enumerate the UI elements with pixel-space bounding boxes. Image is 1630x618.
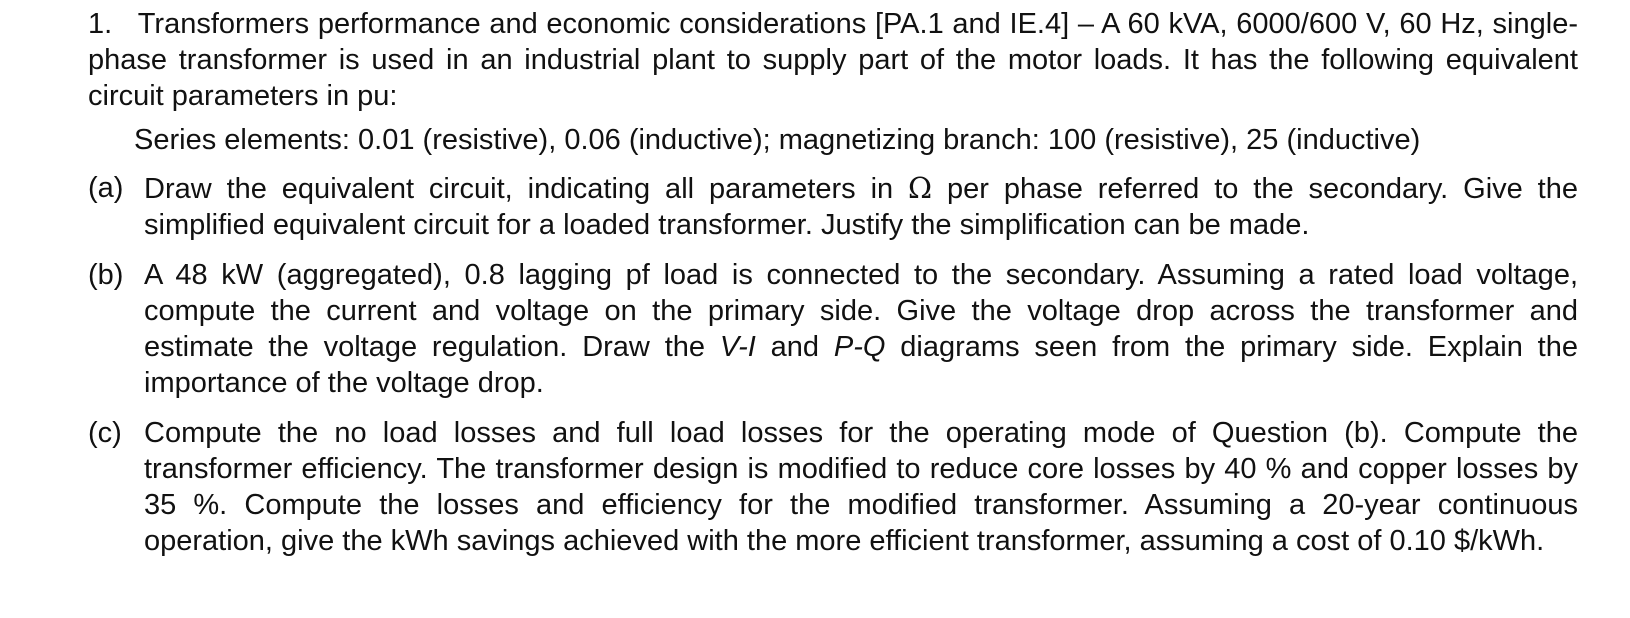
part-a-text	[144, 170, 1578, 243]
parameters-line: Series elements: 0.01 (resistive), 0.06 (inductive); magnetizing branch: 100 (resistive), 25 (inductive)	[134, 124, 1421, 156]
part-b-text-1: A 48 kW (aggregated), 0.8 lagging pf load is connected to the secondary. Assuming a rated load voltage, compute the current and voltage on the primary side. Give the voltage drop across the transformer and estimate the voltage regulation. Draw the	[144, 259, 1578, 363]
part-c-text: Compute the no load losses and full load losses for the operating mode of Question (b). Compute the transformer efficiency. The transformer design is modified to reduce core losses by 40 % and copper losses by 35 %. Compute the losses and efficiency for the modified transformer. Assuming a 20-year continuous operation, give the kWh savings achieved with the more efficient transformer, assuming a cost of 0.10 $/kWh.	[144, 417, 1578, 557]
question-intro-text: Transformers performance and economic considerations [PA.1 and IE.4] – A 60 kVA, 6000/600 V, 60 Hz, single-phase transformer is used in an industrial plant to supply part of the motor loads. It has the following equivalent circuit parameters in pu:	[88, 8, 1578, 112]
vi-diagram-term: V-I	[719, 331, 756, 363]
part-c-label: (c)	[88, 417, 122, 449]
part-a	[88, 170, 1578, 243]
part-b-text-3: diagrams seen from the primary side. Explain the importance of the voltage drop.	[144, 331, 1578, 399]
part-b	[88, 257, 1578, 401]
question-number: 1.	[88, 8, 113, 40]
part-b-label: (b)	[88, 259, 124, 291]
part-b-text	[144, 257, 1578, 401]
ohm-symbol: Ω	[908, 171, 933, 205]
part-a-text-before-symbol: Draw the equivalent circuit, indicating all parameters in	[144, 173, 909, 205]
part-a-label: (a)	[88, 172, 124, 204]
pq-diagram-term: P-Q	[833, 331, 886, 363]
question-intro-paragraph	[88, 6, 1578, 114]
question-page	[88, 6, 1578, 559]
part-a-text-after-symbol: per phase referred to the secondary. Give the simplified equivalent circuit for a loaded transformer. Justify the simplification can be made.	[144, 173, 1578, 241]
part-c	[88, 415, 1578, 559]
part-b-text-2: and	[755, 331, 834, 363]
